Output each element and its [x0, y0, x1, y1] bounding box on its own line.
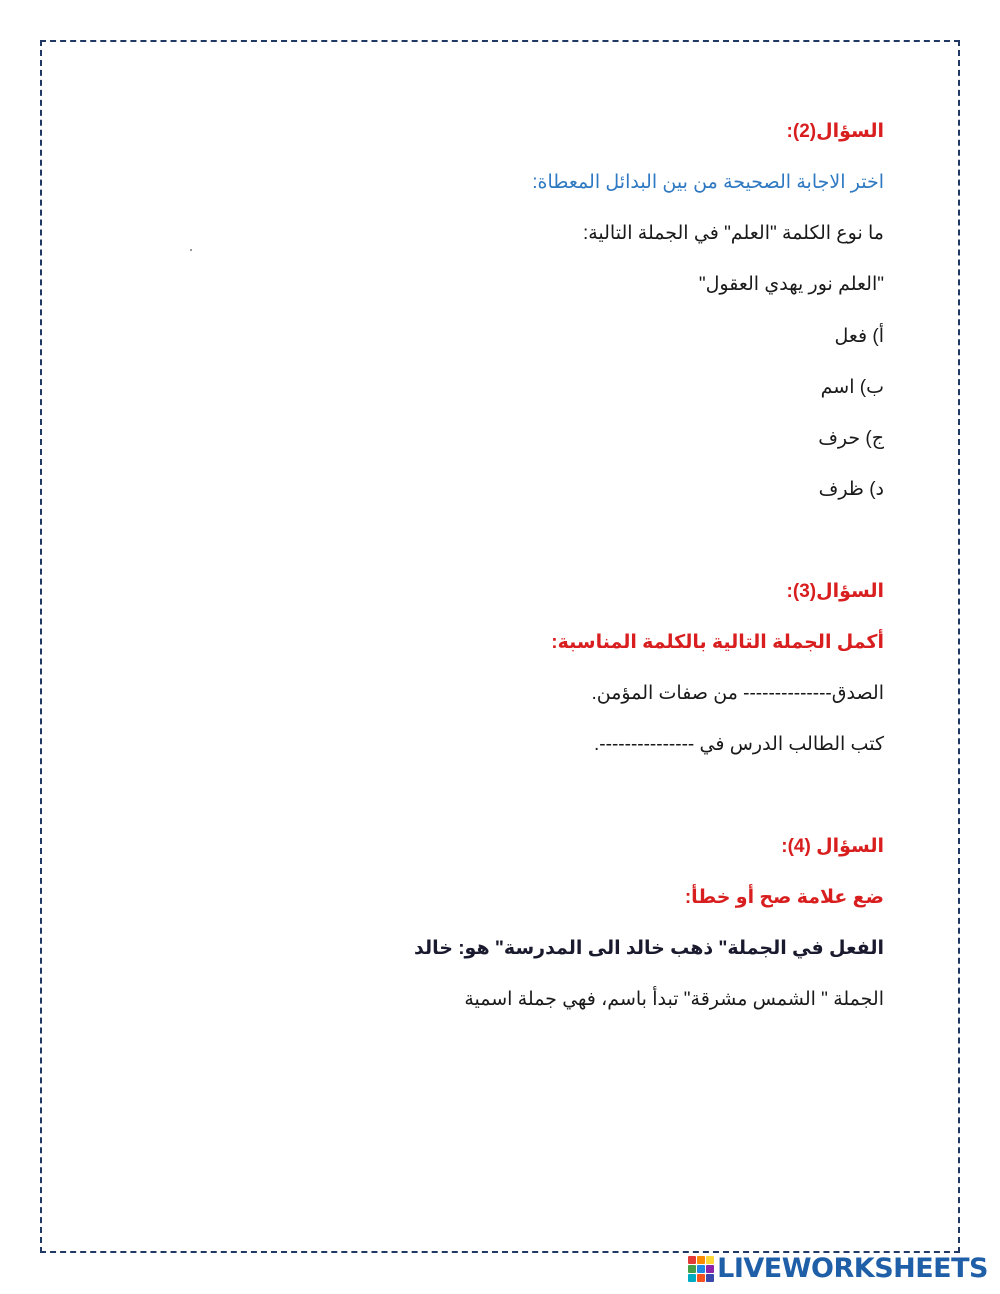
option-b[interactable]: ب) اسم	[820, 377, 884, 398]
question-3-title: السؤال(3):	[786, 581, 884, 602]
question-2-title: السؤال(2):	[786, 121, 884, 142]
logo-text: LIVEWORKSHEETS	[717, 1253, 988, 1284]
question-2-prompt: ما نوع الكلمة "العلم" في الجملة التالية:	[582, 223, 884, 244]
logo-square	[688, 1274, 696, 1282]
fill-blank-sentence-2[interactable]: كتب الطالب الدرس في ---------------.	[594, 734, 884, 755]
option-d[interactable]: د) ظرف	[818, 479, 884, 500]
logo-square	[697, 1256, 705, 1264]
question-2-sentence: "العلم نور يهدي العقول"	[698, 274, 884, 295]
logo-square	[706, 1265, 714, 1273]
question-2-instruction: اختر الاجابة الصحيحة من بين البدائل المعطاة:	[532, 172, 884, 193]
fill-blank-sentence-1[interactable]: الصدق-------------- من صفات المؤمن.	[591, 683, 884, 704]
option-a[interactable]: أ) فعل	[834, 326, 884, 347]
true-false-statement-2[interactable]: الجملة " الشمس مشرقة" تبدأ باسم، فهي جملة اسمية	[464, 989, 884, 1010]
logo-square	[688, 1256, 696, 1264]
logo-square	[697, 1274, 705, 1282]
logo-square	[706, 1274, 714, 1282]
logo-grid-icon	[688, 1256, 714, 1282]
question-4-title: السؤال (4):	[781, 836, 884, 857]
stray-dot	[190, 249, 192, 251]
question-3-instruction: أكمل الجملة التالية بالكلمة المناسبة:	[551, 632, 884, 653]
option-c[interactable]: ج) حرف	[818, 428, 884, 449]
logo-square	[706, 1256, 714, 1264]
logo-square	[697, 1265, 705, 1273]
logo-square	[688, 1265, 696, 1273]
question-4-instruction: ضع علامة صح أو خطأ:	[684, 887, 884, 908]
liveworksheets-logo	[688, 1253, 988, 1284]
true-false-statement-1[interactable]: الفعل في الجملة" ذهب خالد الى المدرسة" هو: خالد	[414, 938, 884, 959]
